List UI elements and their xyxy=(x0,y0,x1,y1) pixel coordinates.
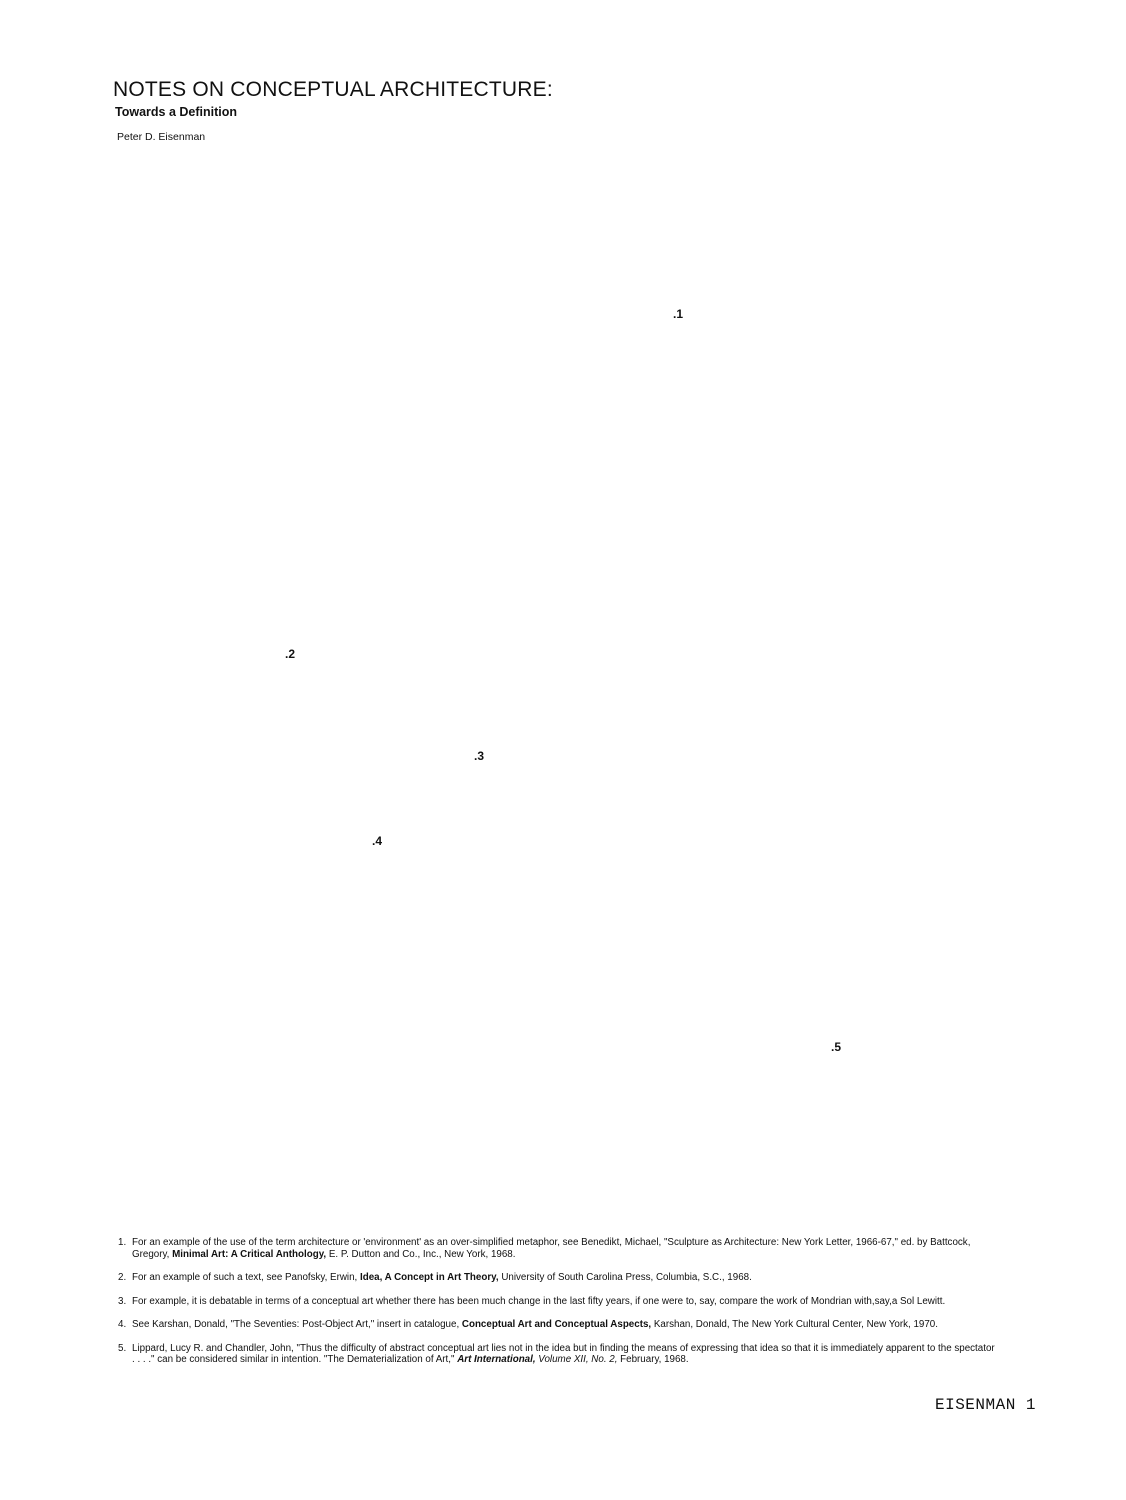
footnote-text xyxy=(132,1343,995,1366)
citation-title: Minimal Art: A Critical Anthology, xyxy=(172,1248,327,1260)
footnote-marker-5: .5 xyxy=(831,1040,842,1054)
document-title: NOTES ON CONCEPTUAL ARCHITECTURE: xyxy=(113,78,553,101)
footnote-number: 5. xyxy=(118,1342,127,1354)
footnote-text-run: See Karshan, Donald, "The Seventies: Post-Object Art," insert in catalogue, xyxy=(132,1319,462,1330)
footnote-text xyxy=(132,1237,970,1260)
footnote-1 xyxy=(118,1237,998,1260)
footnote-number: 3. xyxy=(118,1295,127,1307)
footnote-5 xyxy=(118,1343,998,1366)
footnote-2 xyxy=(118,1272,998,1284)
citation-title: Conceptual Art and Conceptual Aspects, xyxy=(461,1319,652,1330)
footnote-text-run: Lippard, Lucy R. and Chandler, John, "Thus the difficulty of abstract conceptual art lies not in the idea but in finding the means of expressing that idea so that it is immediately apparent to the spectator . . . ." can be considered similar in intention. "The Dematerialization of Art," xyxy=(132,1342,995,1365)
document-subtitle: Towards a Definition xyxy=(115,105,237,119)
footnote-number: 2. xyxy=(118,1272,127,1283)
footnote-marker-3: .3 xyxy=(474,749,485,763)
footnote-marker-4: .4 xyxy=(372,834,383,848)
footnote-text-run: For an example of such a text, see Panofsky, Erwin, xyxy=(132,1272,360,1283)
footnote-4 xyxy=(118,1319,998,1331)
footnote-text-run: For example, it is debatable in terms of a conceptual art whether there has been much change in the last fifty years, if one were to, say, compare the work of Mondrian with,say,a Sol Lewitt. xyxy=(132,1295,946,1307)
footnote-text xyxy=(132,1272,752,1283)
page-label: EISENMAN 1 xyxy=(935,1396,1037,1414)
footnote-number: 4. xyxy=(118,1319,127,1330)
footnote-marker-1: .1 xyxy=(673,307,684,321)
footnote-text xyxy=(132,1296,945,1307)
footnote-marker-2: .2 xyxy=(285,647,296,661)
citation-title: Art International, xyxy=(457,1354,536,1365)
footnote-text-run: For an example of the use of the term architecture or 'environment' as an over-simplified metaphor, see Benedikt, Michael, "Sculpture as Architecture: New York Letter, 1966-67," ed. by Battcock, Gregory, xyxy=(132,1237,971,1260)
footnote-text-run: E. P. Dutton and Co., Inc., New York, 1968. xyxy=(326,1248,516,1260)
footnote-text xyxy=(132,1319,938,1330)
footnote-text-run: Volume XII, No. 2, xyxy=(535,1354,618,1365)
footnote-text-run: University of South Carolina Press, Columbia, S.C., 1968. xyxy=(498,1272,752,1283)
citation-title: Idea, A Concept in Art Theory, xyxy=(359,1272,499,1283)
footnote-number: 1. xyxy=(118,1237,127,1248)
footnote-text-run: February, 1968. xyxy=(617,1354,689,1365)
footnote-3 xyxy=(118,1296,998,1308)
footnotes-list xyxy=(118,1237,998,1378)
author-name: Peter D. Eisenman xyxy=(117,131,206,143)
footnote-text-run: Karshan, Donald, The New York Cultural Center, New York, 1970. xyxy=(651,1319,938,1330)
